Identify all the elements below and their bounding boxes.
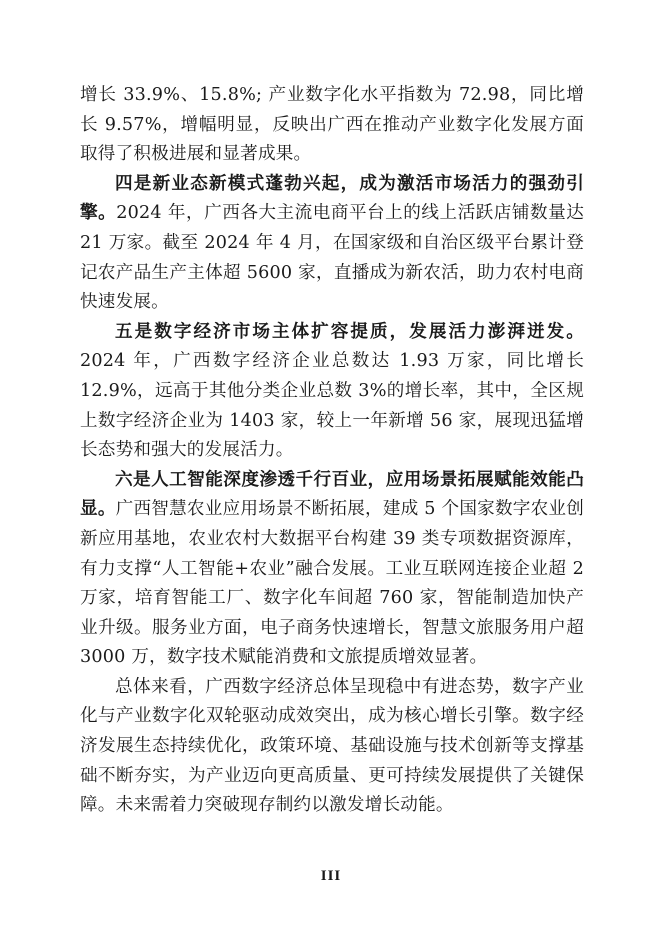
paragraph-1-text: 增长 33.9%、15.8%; 产业数字化水平指数为 72.98，同比增长 9.57%，增幅明显，反映出广西在推动产业数字化发展方面取得了积极进展和显著成果。 xyxy=(80,85,584,165)
paragraph-4-text: 广西智慧农业应用场景不断拓展，建成 5 个国家数字农业创新应用基地，农业农村大数据平台构建 39 类专项数据资源库，有力支撑“人工智能+农业”融合发展。工业互联网连接企业超 2 万家，培育智能工厂、数字化车间超 760 家，智能制造加快产业升级。服务业方面，电子商务快速增长，智慧文旅服务用户超 3000 万，数字技术赋能消费和文旅提质增效显著。 xyxy=(80,499,585,668)
paragraph-3 xyxy=(80,318,584,466)
paragraph-3-text: 2024 年，广西数字经济企业总数达 1.93 万家，同比增长 12.9%，远高于其他分类企业总数 3%的增长率，其中，全区规上数字经济企业为 1403 家，较上一年新增 56 家，展现迅猛增长态势和强大的发展活力。 xyxy=(80,351,584,461)
paragraph-5 xyxy=(80,673,584,821)
paragraph-2 xyxy=(80,170,584,318)
paragraph-4-lead: 六是人工智能深度渗透千行百业，应用场景拓展赋能效能凸显。 xyxy=(80,469,584,520)
paragraph-5-text: 总体来看，广西数字经济总体呈现稳中有进态势，数字产业化与产业数字化双轮驱动成效突出，成为核心增长引擎。数字经济发展生态持续优化，政策环境、基础设施与技术创新等支撑基础不断夯实，为产业迈向更高质量、更可持续发展提供了关键保障。未来需着力突破现存制约以激发增长动能。 xyxy=(80,676,584,816)
paragraph-1 xyxy=(80,81,584,170)
paragraph-4 xyxy=(80,466,584,673)
page-number: III xyxy=(320,868,342,884)
paragraph-2-lead: 四是新业态新模式蓬勃兴起，成为激活市场活力的强劲引擎。 xyxy=(80,173,584,224)
document-body xyxy=(80,81,584,821)
paragraph-2-text: 2024 年，广西各大主流电商平台上的线上活跃店铺数量达 21 万家。截至 2024 年 4 月，在国家级和自治区级平台累计登记农产品生产主体超 5600 家，直播成为新农活，助力农村电商快速发展。 xyxy=(80,203,584,313)
paragraph-3-lead: 五是数字经济市场主体扩容提质，发展活力澎湃迸发。 xyxy=(115,321,584,342)
